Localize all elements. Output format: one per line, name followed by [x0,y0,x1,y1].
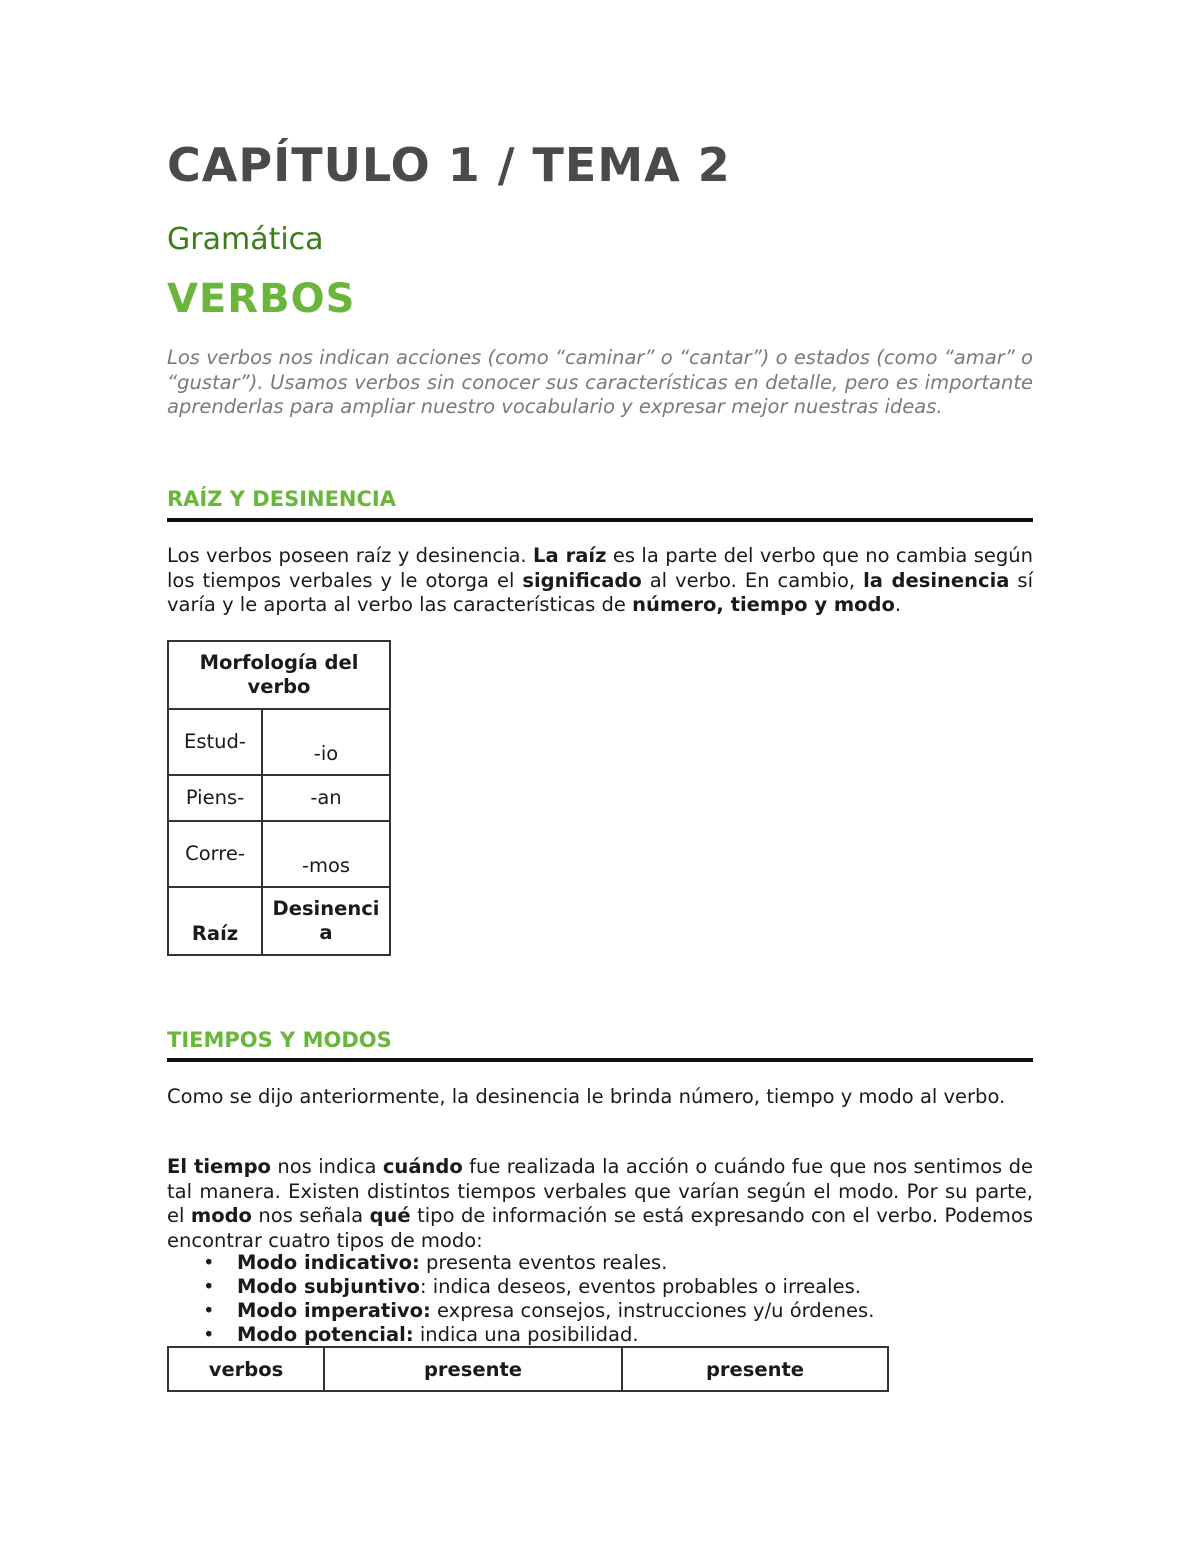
text-run: sí varía y le aporta al verbo las características de [167,568,1034,616]
modes-list [167,1251,1033,1347]
mode-desc: : indica deseos, eventos probables o irreales. [419,1275,861,1298]
section-title-tiempos: TIEMPOS Y MODOS [167,1028,392,1052]
bullet-icon: • [203,1323,215,1346]
bold-run: significado [522,568,642,592]
text-run: . [894,593,902,616]
bold-run: qué [369,1204,411,1227]
list-item [167,1299,1033,1323]
list-item [167,1323,1033,1347]
section-rule [167,518,1033,522]
mode-desc: expresa consejos, instrucciones y/u órdenes. [430,1299,875,1322]
chapter-title: CAPÍTULO 1 / TEMA 2 [167,138,731,192]
bullet-icon: • [203,1299,215,1322]
subject-title: Gramática [167,222,324,257]
bold-run: La raíz [533,544,607,567]
section-title-raiz: RAÍZ Y DESINENCIA [167,487,396,511]
text-run: al verbo. En cambio, [641,568,864,592]
text-run: nos indica [270,1155,383,1178]
root-cell: Piens- [168,775,262,821]
root-cell: Corre- [168,821,262,887]
mode-term: Modo subjuntivo [237,1275,420,1298]
tense-table [167,1346,889,1392]
mode-desc: indica una posibilidad. [413,1323,639,1346]
tiempo-modo-paragraph [167,1155,1033,1253]
tense-header-cell: verbos [168,1347,324,1391]
bold-run: modo [190,1204,252,1227]
mode-term: Modo potencial: [237,1323,414,1346]
intro-paragraph: Los verbos nos indican acciones (como “caminar” o “cantar”) o estados (como “amar” o “gustar”). Usamos verbos sin conocer sus características en detalle, pero es importante aprenderlas para ampliar nuestro vocabulario y expresar mejor nuestras ideas. [167,346,1033,418]
section-rule [167,1058,1033,1062]
mode-desc: presenta eventos reales. [419,1251,668,1274]
text-run: tipo de información se está expresando con el verbo. Podemos encontrar cuatro tipos de modo: [167,1204,1033,1252]
tense-header-cell: presente [324,1347,622,1391]
text-run: Los verbos poseen raíz y desinencia. [167,544,534,567]
ending-cell: -io [262,709,390,775]
topic-title: VERBOS [167,276,356,322]
tense-header-cell: presente [622,1347,888,1391]
ending-cell: -an [262,775,390,821]
list-item [167,1275,1033,1299]
root-cell: Estud- [168,709,262,775]
bold-run: cuándo [382,1155,463,1178]
mode-term: Modo imperativo: [237,1299,431,1322]
bold-run: El tiempo [167,1155,271,1178]
text-run: fue realizada la acción o cuándo fue que nos sentimos de tal manera. Existen distintos tiempos verbales que varían según el modo. Por su parte, el [167,1155,1033,1227]
bold-run: número, tiempo y modo [632,593,895,616]
raiz-paragraph [167,544,1033,618]
list-item [167,1251,1033,1275]
bullet-icon: • [203,1251,215,1274]
bold-run: la desinencia [863,568,1010,592]
root-footer: Raíz [168,887,262,955]
ending-cell: -mos [262,821,390,887]
morphology-header: Morfología del verbo [168,641,390,709]
text-run: nos señala [251,1204,370,1227]
bullet-icon: • [203,1275,215,1298]
tiempos-intro-paragraph: Como se dijo anteriormente, la desinencia le brinda número, tiempo y modo al verbo. [167,1085,1006,1108]
text-run: es la parte del verbo que no cambia según los tiempos verbales y le otorga el [167,544,1034,592]
morphology-table [167,640,391,956]
ending-footer: Desinencia [262,887,390,955]
mode-term: Modo indicativo: [237,1251,420,1274]
